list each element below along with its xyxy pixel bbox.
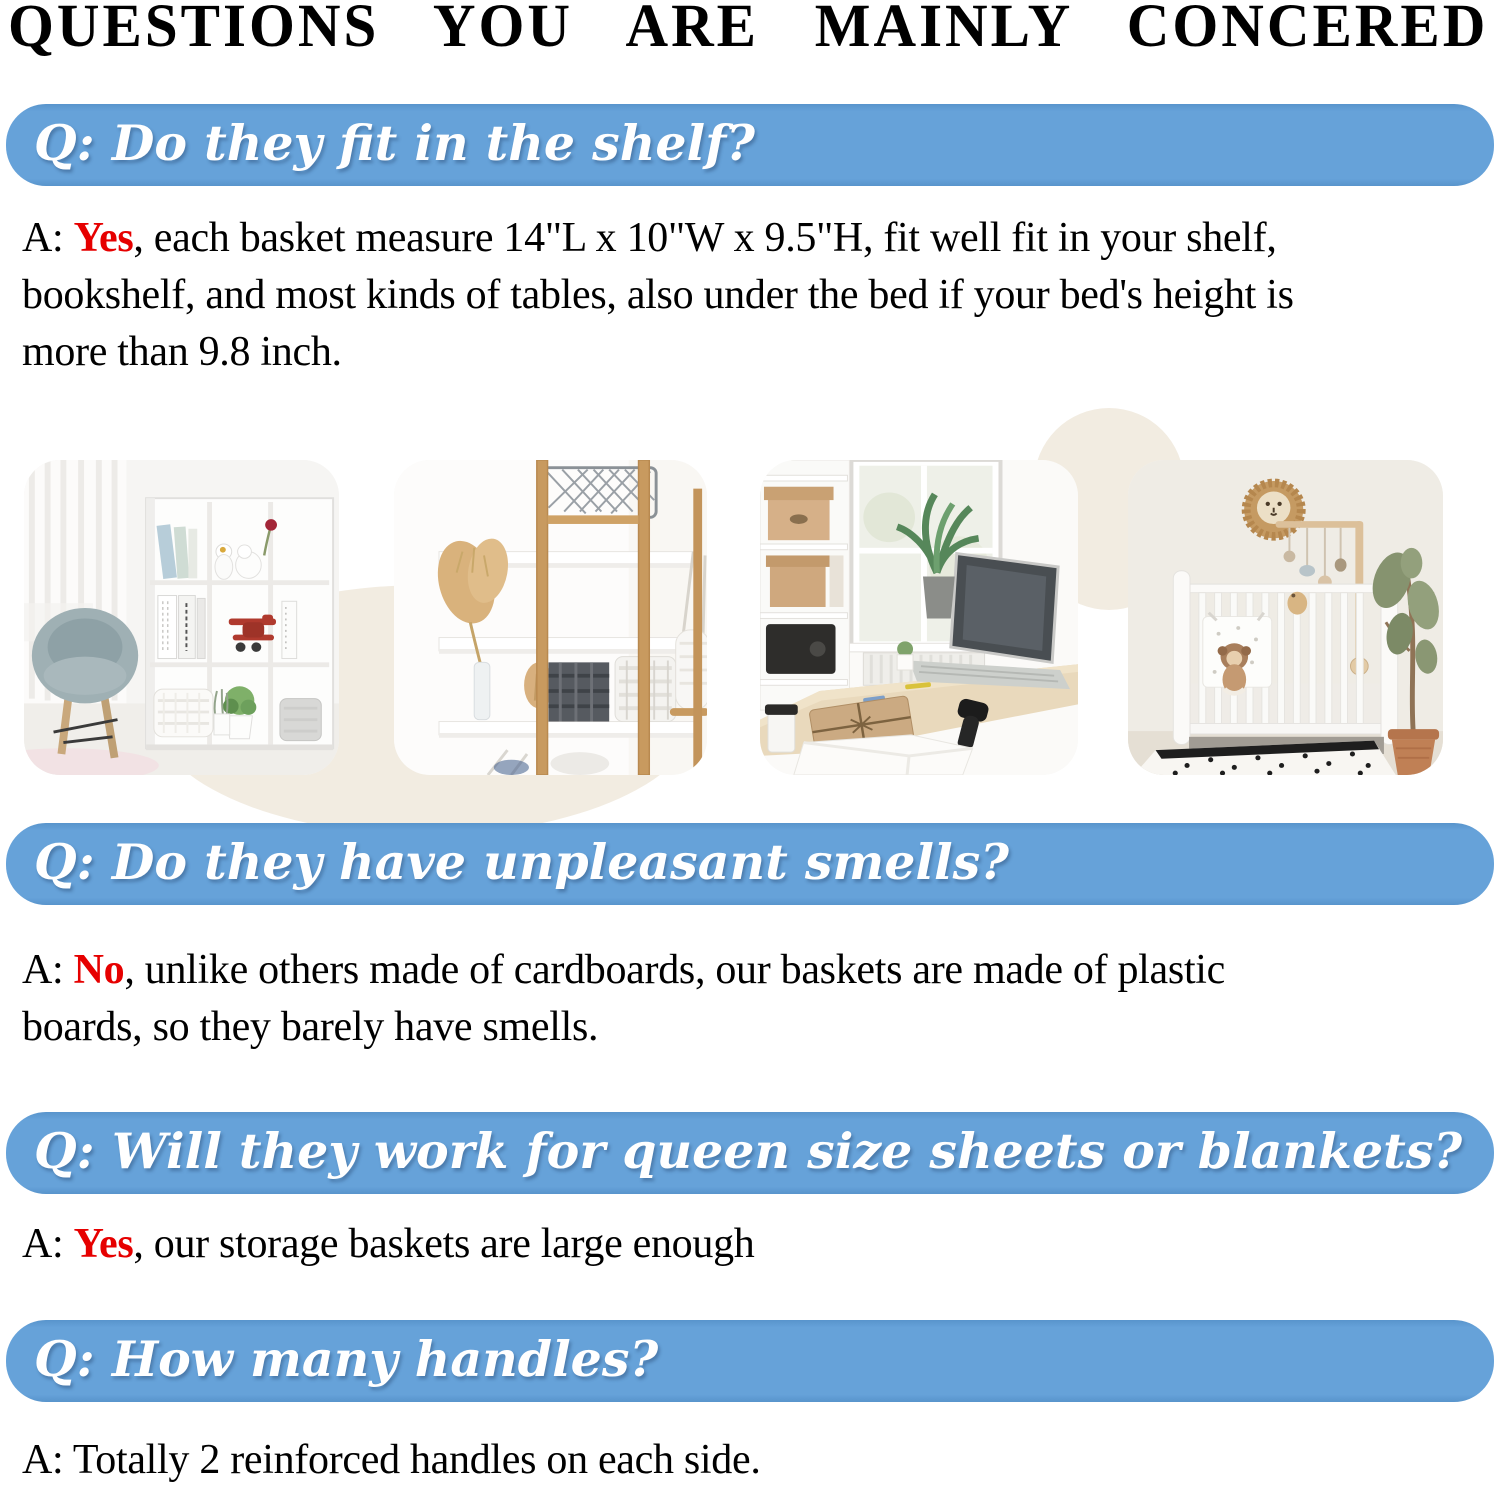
answer-line: boards, so they barely have smells. <box>22 1004 599 1050</box>
answer-highlight: No <box>73 947 125 993</box>
answer-line <box>22 1216 1484 1273</box>
question-banner-3 <box>6 1112 1494 1194</box>
answer-4 <box>22 1432 1484 1489</box>
question-text: Q: How many handles? <box>34 1330 659 1388</box>
answer-prefix: A: <box>22 1221 74 1267</box>
question-text: Q: Will they work for queen size sheets or blankets? <box>34 1122 1463 1180</box>
nursery-crib-illustration <box>1128 460 1443 775</box>
answer-prefix: A: <box>22 1437 73 1483</box>
answer-2 <box>22 942 1484 1056</box>
question-text: Q: Do they have unpleasant smells? <box>34 833 1009 891</box>
answer-text: , unlike others made of cardboards, our baskets are made of plastic <box>124 947 1226 993</box>
photo-bamboo-ladder-shelf <box>394 460 707 775</box>
answer-line: bookshelf, and most kinds of tables, also under the bed if your bed's height is <box>22 272 1294 318</box>
office-desk-illustration <box>760 460 1078 775</box>
answer-text: Totally 2 reinforced handles on each side. <box>72 1437 761 1483</box>
cube-shelf-illustration <box>24 460 339 775</box>
answer-line <box>22 1432 1484 1489</box>
page-title: QUESTIONS YOU ARE MAINLY CONCERED <box>8 0 1489 60</box>
question-banner-1 <box>6 104 1494 186</box>
answer-3 <box>22 1216 1484 1273</box>
answer-text: , our storage baskets are large enough <box>133 1221 755 1267</box>
answer-highlight: Yes <box>73 215 134 261</box>
bamboo-shelf-illustration <box>394 460 707 775</box>
answer-prefix: A: <box>22 215 74 261</box>
answer-line <box>22 210 1484 267</box>
answer-line: more than 9.8 inch. <box>22 329 342 375</box>
answer-highlight: Yes <box>73 1221 134 1267</box>
answer-line <box>22 942 1484 999</box>
photo-home-office-desk <box>760 460 1078 775</box>
answer-text: , each basket measure 14"L x 10"W x 9.5"H, fit well fit in your shelf, <box>133 215 1277 261</box>
question-text: Q: Do they fit in the shelf? <box>34 114 755 172</box>
question-banner-4 <box>6 1320 1494 1402</box>
photo-cube-shelf-room <box>24 460 339 775</box>
answer-prefix: A: <box>22 947 74 993</box>
photo-nursery-crib <box>1128 460 1443 775</box>
question-banner-2 <box>6 823 1494 905</box>
answer-1 <box>22 210 1484 381</box>
